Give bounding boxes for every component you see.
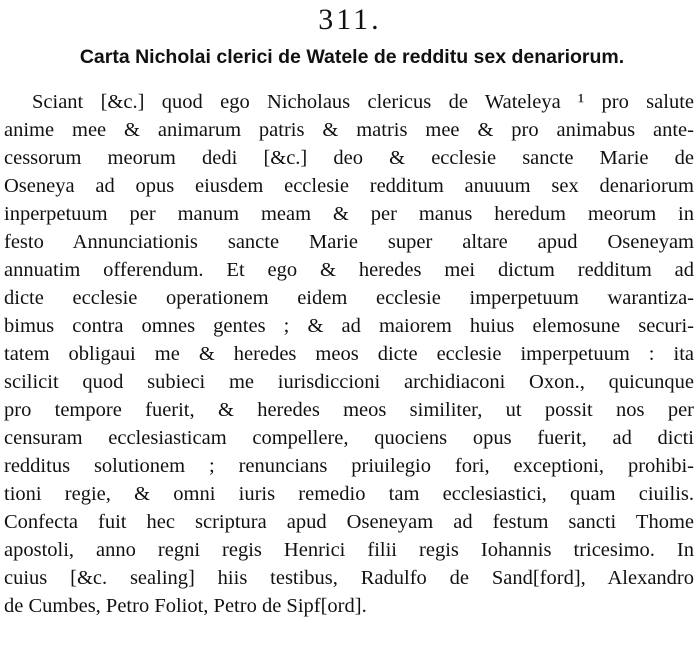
charter-line: de Cumbes, Petro Foliot, Petro de Sipf[ord]. bbox=[4, 595, 367, 617]
charter-line: annuatim offerendum. Et ego & heredes mei dictum redditum ad bbox=[4, 259, 694, 281]
charter-line: Oseneya ad opus eiusdem ecclesie redditum anuuum sex denariorum bbox=[4, 175, 694, 197]
charter-heading: Carta Nicholai clerici de Watele de redditu sex denariorum. bbox=[79, 46, 625, 68]
charter-line: bimus contra omnes gentes ; & ad maiorem huius elemosune securi- bbox=[4, 315, 694, 337]
charter-line: inperpetuum per manum meam & per manus heredum meorum in bbox=[4, 203, 694, 225]
charter-line: redditus solutionem ; renuncians priuilegio fori, exceptioni, prohibi- bbox=[4, 455, 694, 477]
charter-line: festo Annunciationis sancte Marie super altare apud Oseneyam bbox=[4, 231, 694, 253]
charter-line: Sciant [&c.] quod ego Nicholaus clericus de Wateleya ¹ pro salute bbox=[32, 91, 694, 113]
charter-line: pro tempore fuerit, & heredes meos similiter, ut possit nos per bbox=[4, 399, 694, 421]
charter-number: 311. bbox=[318, 3, 382, 36]
charter-line: scilicit quod subieci me iurisdiccioni archidiaconi Oxon., quicunque bbox=[4, 371, 694, 393]
charter-line: apostoli, anno regni regis Henrici filii regis Iohannis tricesimo. In bbox=[4, 539, 694, 561]
charter-line: anime mee & animarum patris & matris mee & pro animabus ante- bbox=[4, 119, 694, 141]
charter-line: tioni regie, & omni iuris remedio tam ecclesiastici, quam ciuilis. bbox=[4, 483, 694, 505]
charter-line: Confecta fuit hec scriptura apud Oseneyam ad festum sancti Thome bbox=[4, 511, 694, 533]
charter-line: dicte ecclesie operationem eidem ecclesie imperpetuum warantiza- bbox=[4, 287, 694, 309]
charter-body bbox=[4, 88, 694, 620]
charter-line: censuram ecclesiasticam compellere, quociens opus fuerit, ad dicti bbox=[4, 427, 694, 449]
charter-line: cuius [&c. sealing] hiis testibus, Radulfo de Sand[ford], Alexandro bbox=[4, 567, 694, 589]
charter-line: tatem obligaui me & heredes meos dicte ecclesie imperpetuum : ita bbox=[4, 343, 694, 365]
charter-line: cessorum meorum dedi [&c.] deo & ecclesie sancte Marie de bbox=[4, 147, 694, 169]
